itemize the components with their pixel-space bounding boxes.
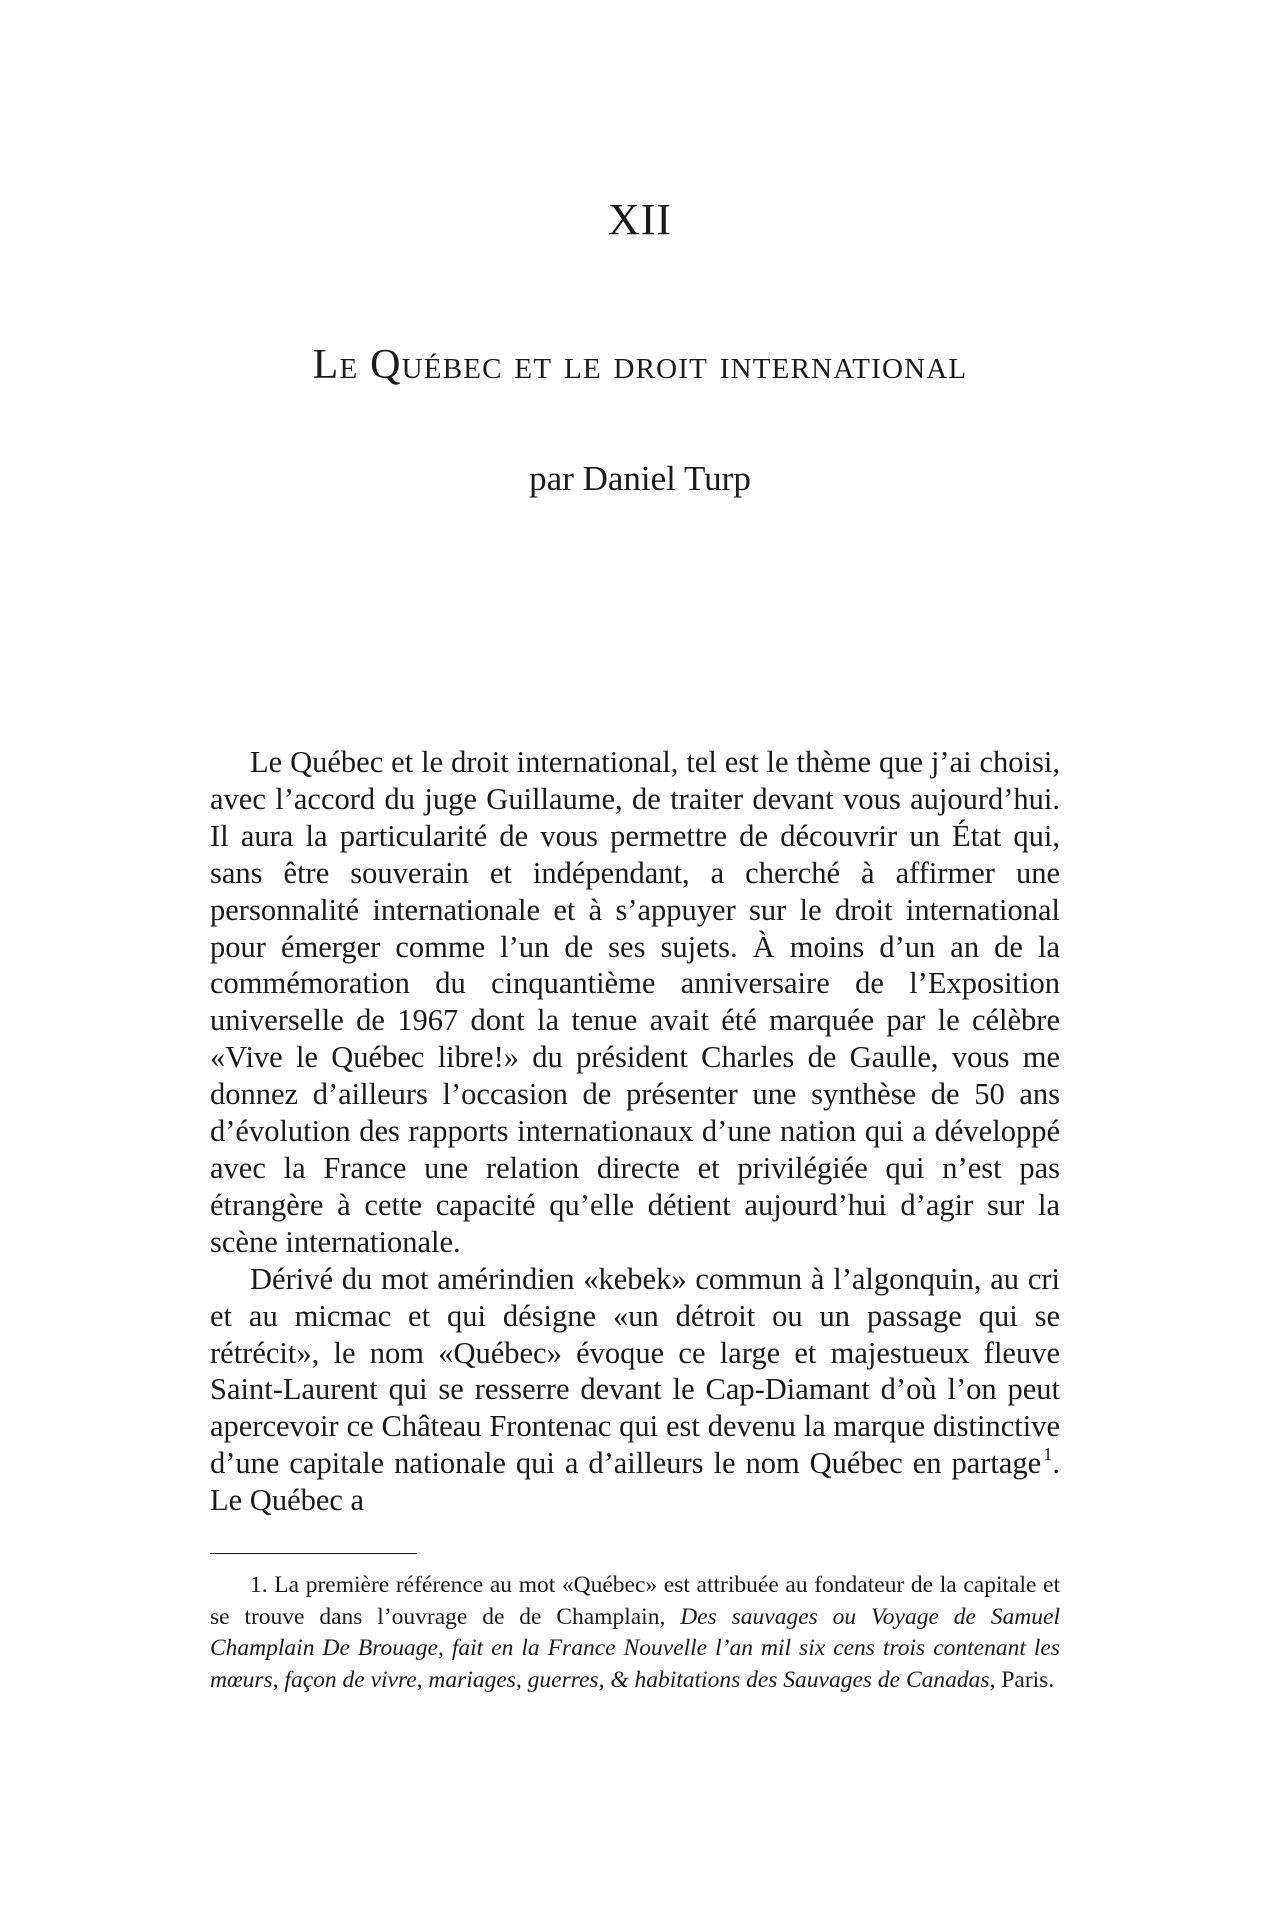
paragraph bbox=[210, 1261, 1060, 1519]
paragraph-text: Le Québec et le droit international, tel est le thème que j’ai choisi, avec l’accord du juge Guillaume, de traiter devant vous aujourd’hui. Il aura la particularité de vous permettre de découvrir un État qui, sans être souverain et indépendant, a cherché à affirmer une personnalité internationale et à s’appuyer sur le droit international pour émerger comme l’un de ses sujets. À moins d’un an de la commémoration du cinquantième anniversaire de l’Exposition universelle de 1967 dont la tenue avait été marquée par le célèbre «Vive le Québec libre!» du président Charles de Gaulle, vous me donnez d’ailleurs l’occasion de présenter une synthèse de 50 ans d’évolution des rapports internationaux d’une nation qui a développé avec la France une relation directe et privilégiée qui n’est pas étrangère à cette capacité qu’elle détient aujourd’hui d’agir sur la scène internationale. bbox=[210, 745, 1060, 1259]
paragraph bbox=[210, 744, 1060, 1261]
paragraph-text-tail: . Le Québec a bbox=[210, 1446, 1060, 1518]
chapter-author: par Daniel Turp bbox=[529, 459, 751, 498]
footnote-work-title: Des sauvages ou Voyage de Samuel Champlain De Brouage, fait en la France Nouvelle l’an mil six cens trois contenant les mœurs, façon de vivre, mariages, guerres, & habitations des Sauvages de Canadas bbox=[210, 1603, 1060, 1693]
body-text bbox=[210, 744, 1060, 1519]
paragraph-text: Dérivé du mot amérindien «kebek» commun à l’algonquin, au cri et au micmac et qui désigne «un détroit ou un passage qui se rétrécit», le nom «Québec» évoque ce large et majestueux fleuve Saint-Laurent qui se resserre devant le Cap-Diamant d’où l’on peut apercevoir ce Château Frontenac qui est devenu la marque distinctive d’une capitale nationale qui a d’ailleurs le nom Québec en partage bbox=[210, 1261, 1060, 1481]
footnote-tail: , Paris. bbox=[989, 1666, 1055, 1693]
footnote-separator bbox=[210, 1553, 417, 1554]
footnote bbox=[210, 1570, 1060, 1696]
footnotes bbox=[210, 1570, 1060, 1696]
chapter-title: Le Québec et le droit international bbox=[312, 342, 968, 388]
footnote-number: 1. bbox=[250, 1572, 268, 1598]
footnote-reference: 1 bbox=[1043, 1444, 1053, 1465]
chapter-number: XII bbox=[607, 195, 673, 244]
footnote-text: La première référence au mot «Québec» est attribuée au fondateur de la capitale et se trouve dans l’ouvrage de de Champlain, bbox=[210, 1572, 1061, 1630]
